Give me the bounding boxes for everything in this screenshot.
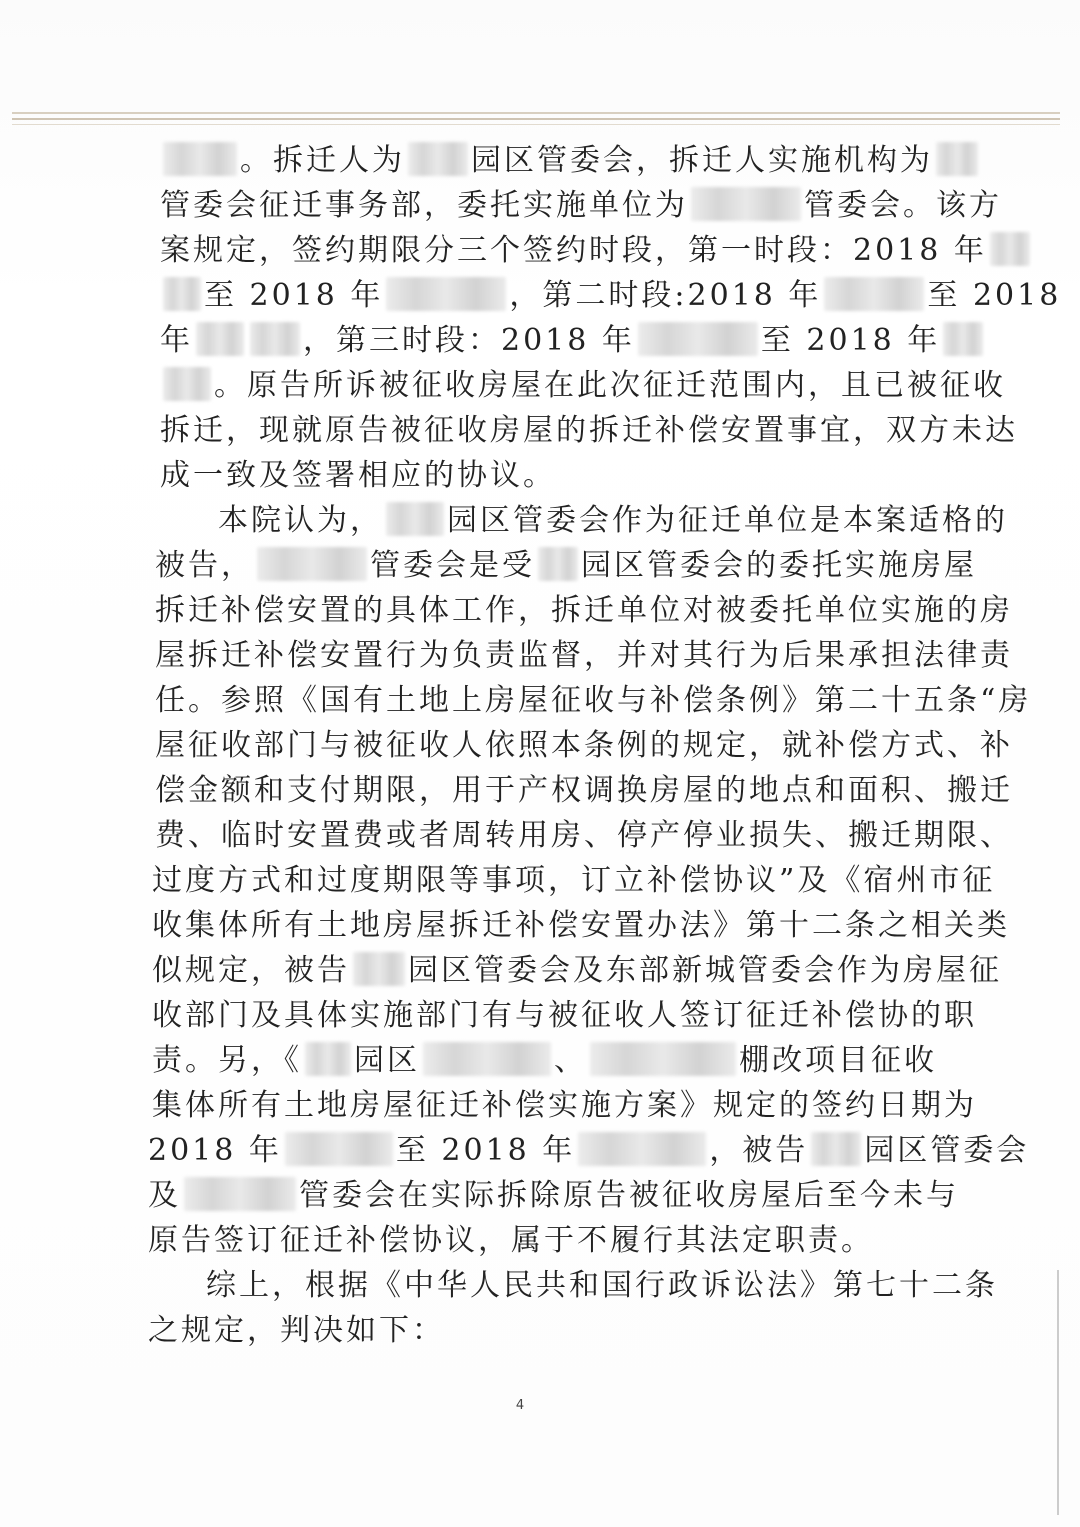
text-line [160,318,986,363]
redacted-text [590,1042,736,1076]
header-rule [12,118,1060,120]
text-line [160,363,1006,408]
redacted-text [163,142,237,176]
text-line: 之规定，判决如下： [148,1313,445,1348]
text-line: 成一致及签署相应的协议。 [160,458,556,493]
text-line [155,543,977,588]
redacted-text [163,367,211,401]
text-fragment: 园区管委会作为征迁单位是本案适格的 [447,503,1008,538]
text-line: 偿金额和支付期限，用于产权调换房屋的地点和面积、搬迁 [155,773,1013,808]
text-fragment: 、 [554,1043,587,1078]
text-fragment: ，第二时段:2018 年 [509,278,822,313]
redacted-text [943,322,983,356]
text-line: 综上，根据《中华人民共和国行政诉讼法》第七十二条 [206,1268,998,1303]
text-fragment: 。原告所诉被征收房屋在此次征迁范围内，且已被征收 [214,368,1006,403]
text-line: 拆迁，现就原告被征收房屋的拆迁补偿安置事宜，双方未达 [160,413,1018,448]
text-fragment: 园区 [354,1043,420,1078]
redacted-text [305,1042,351,1076]
redacted-text [538,547,578,581]
redacted-text [638,322,758,356]
redacted-text [184,1177,296,1211]
text-line: 任。参照《国有土地上房屋征收与补偿条例》第二十五条“房 [155,683,1032,718]
text-fragment: 至 2018 年 [395,1133,576,1168]
text-fragment: 园区管委会 [864,1133,1030,1168]
redacted-text [811,1132,861,1166]
text-fragment: 园区管委会，拆迁人实施机构为 [471,143,933,178]
redacted-text [285,1132,393,1166]
text-line: 费、临时安置费或者周转用房、停产停业损失、搬迁期限、 [155,818,1013,853]
text-fragment: 园区管委会的委托实施房屋 [581,548,977,583]
text-fragment: 被告， [155,548,254,583]
text-line [148,1173,959,1218]
text-fragment: 年 [160,323,193,358]
text-fragment: 管委会是受 [370,548,535,583]
text-line: 过度方式和过度期限等事项，订立补偿协议”及《宿州市征 [152,863,996,898]
redacted-text [423,1042,551,1076]
redacted-text [936,142,978,176]
redacted-text [250,322,300,356]
text-line: 原告签订征迁补偿协议，属于不履行其法定职责。 [148,1223,874,1258]
text-fragment: 园区管委会及东部新城管委会作为房屋征 [408,953,1002,988]
text-fragment: 至 2018 [927,278,1062,313]
redacted-text [824,277,924,311]
scan-edge-line [1057,1270,1059,1515]
text-fragment: 至 2018 年 [204,278,384,313]
text-fragment: 至 2018 年 [760,323,941,358]
text-line [218,498,1008,543]
text-fragment: 管委会在实际拆除原告被征收房屋后至今未与 [299,1178,959,1213]
text-line [160,273,1061,318]
text-line [152,1038,937,1083]
text-line: 集体所有土地房屋征迁补偿实施方案》规定的签约日期为 [152,1088,977,1123]
text-fragment: 管委会征迁事务部，委托实施单位为 [160,188,688,223]
text-fragment: 责。另，《 [152,1043,302,1078]
text-line [160,228,1033,273]
page-number: 4 [515,1398,525,1413]
redacted-text [408,142,468,176]
header-rule [12,112,1060,114]
text-line: 拆迁补偿安置的具体工作，拆迁单位对被委托单位实施的房 [155,593,1013,628]
text-fragment: 及 [148,1178,181,1213]
redacted-text [196,322,244,356]
redacted-text [990,232,1030,266]
text-fragment: 本院认为， [218,503,383,538]
text-line: 收集体所有土地房屋拆迁补偿安置办法》第十二条之相关类 [152,908,1010,943]
text-line [152,948,1002,993]
text-fragment: 似规定，被告 [152,953,350,988]
text-fragment: 管委会。该方 [804,188,1002,223]
redacted-text [353,952,405,986]
text-fragment: ，被告 [709,1133,809,1168]
redacted-text [257,547,367,581]
redacted-text [163,277,201,311]
text-fragment: 棚改项目征收 [739,1043,937,1078]
redacted-text [578,1132,706,1166]
header-rule [12,124,1060,125]
text-fragment: ，第三时段：2018 年 [303,323,635,358]
text-line: 屋拆迁补偿安置行为负责监督，并对其行为后果承担法律责 [155,638,1013,673]
text-line [148,1128,1029,1173]
text-line [160,138,981,183]
text-fragment: 2018 年 [148,1133,282,1168]
text-line: 屋征收部门与被征收人依照本条例的规定，就补偿方式、补 [155,728,1013,763]
redacted-text [386,502,444,536]
text-line: 收部门及具体实施部门有与被征收人签订征迁补偿协的职 [152,998,977,1033]
text-fragment: 案规定，签约期限分三个签约时段，第一时段：2018 年 [160,233,987,268]
text-fragment: 。拆迁人为 [240,143,405,178]
redacted-text [386,277,506,311]
redacted-text [691,187,801,221]
text-line [160,183,1002,228]
